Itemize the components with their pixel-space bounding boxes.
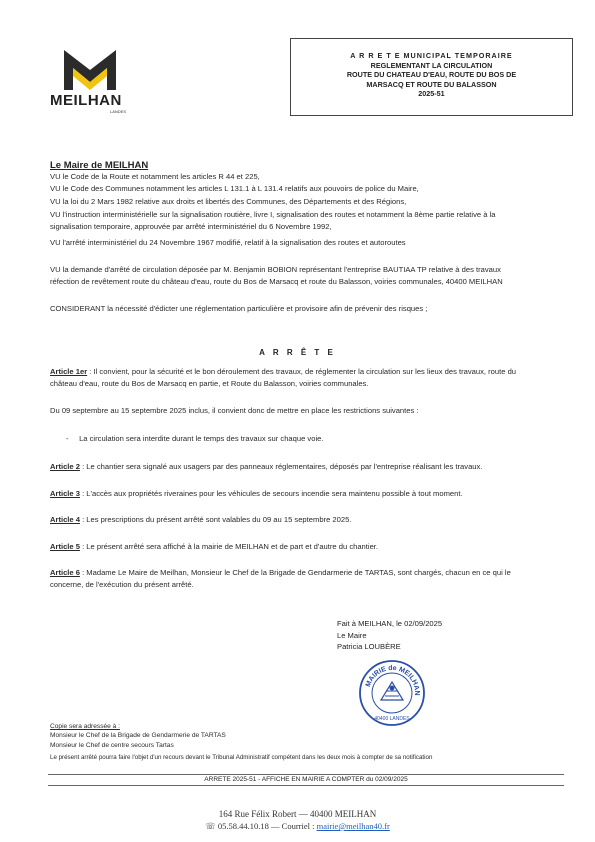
article-6-cont: concerne, de l'exécution du présent arrêté. xyxy=(50,580,194,589)
vu-line: VU la loi du 2 Mars 1982 relative aux droits et libertés des Communes, des Départements et des Régions, xyxy=(50,197,407,206)
footer-contact xyxy=(0,820,595,832)
arrete-heading: A R R Ê T E xyxy=(259,348,336,357)
logo-subtext: LANDES xyxy=(110,109,127,114)
title-line: REGLEMENTANT LA CIRCULATION xyxy=(370,60,493,70)
footer-phone: ☏ 05.58.44.10.18 — Courriel : xyxy=(205,821,317,831)
article-5-text: : Le présent arrêté sera affiché à la mairie de MEILHAN et de part et d'autre du chantier. xyxy=(79,542,379,551)
article-4 xyxy=(50,515,351,525)
copy-line: Monsieur le Chef de la Brigade de Gendarmerie de TARTAS xyxy=(50,732,226,739)
copy-line: Monsieur le Chef de centre secours Tartas xyxy=(50,742,174,749)
article-1 xyxy=(50,367,516,377)
meilhan-logo xyxy=(48,46,140,116)
bullet-dash: - xyxy=(66,434,80,443)
logo-text: MEILHAN xyxy=(50,92,122,109)
signatory-role: Le Maire xyxy=(337,630,367,640)
article-6-label: Article 6 xyxy=(50,568,80,577)
official-stamp xyxy=(357,658,427,728)
posting-notice: ARRETE 2025-51 - AFFICHE EN MAIRIE A COMPTER du 02/09/2025 xyxy=(48,774,564,786)
article-3-label: Article 3 xyxy=(50,489,80,498)
article-3 xyxy=(50,489,463,499)
svg-text:MAIRIE de MEILHAN: MAIRIE de MEILHAN xyxy=(364,664,421,696)
request-line: réfection de revêtement route du château d'eau, route du Bos de Marsacq et route du Balasson, voiries communales, 40400 MEILHAN xyxy=(50,277,503,286)
considering-line: CONSIDERANT la nécessité d'édicter une réglementation particulière et provisoire afin de prévenir des risques ; xyxy=(50,304,428,313)
vu-line: VU le Code des Communes notamment les articles L 131.1 à L 131.4 relatifs aux pouvoirs de police du Maire, xyxy=(50,184,419,193)
article-3-text: : L'accès aux propriétés riveraines pour les véhicules de secours incendie sera maintenu possible à tout moment. xyxy=(79,489,463,498)
signature-block xyxy=(337,618,442,653)
appeal-notice: Le présent arrêté pourra faire l'objet d'un recours devant le Tribunal Administratif compétent dans les deux mois à compter de sa notification xyxy=(50,754,433,761)
article-5 xyxy=(50,542,378,552)
article-2-label: Article 2 xyxy=(50,462,80,471)
article-1-cont: château d'eau, route du Bos de Marsacq en partie, et Route du Balasson, voiries communales. xyxy=(50,379,369,388)
logo-m-icon xyxy=(62,46,118,92)
mayor-heading: Le Maire de MEILHAN xyxy=(50,160,149,171)
footer-email-link[interactable]: mairie@meilhan40.fr xyxy=(316,821,390,831)
signatory-name: Patricia LOUBÈRE xyxy=(337,642,401,651)
vu-line: signalisation temporaire, approuvée par arrêté interministériel du 6 Novembre 1992, xyxy=(50,222,332,231)
stamp-seal-icon xyxy=(357,658,427,728)
copy-header: Copie sera adressée à : xyxy=(50,723,121,730)
decree-number: 2025-51 xyxy=(418,89,445,99)
article-2 xyxy=(50,462,482,472)
request-line: VU la demande d'arrêté de circulation déposée par M. Benjamin BOBION représentant l'entreprise BAUTIAA TP relative à des travaux xyxy=(50,265,501,274)
article-1-text: : Il convient, pour la sécurité et le bon déroulement des travaux, de réglementer la circulation sur les lieux des travaux, route du xyxy=(87,367,517,376)
svg-text:40400 LANDES: 40400 LANDES xyxy=(374,716,410,722)
title-line: MARSACQ ET ROUTE DU BALASSON xyxy=(366,79,497,89)
title-line: A R R E T E MUNICIPAL TEMPORAIRE xyxy=(350,51,513,60)
vu-line: VU l'instruction interministérielle sur la signalisation routière, livre I, signalisation des routes et notamment la 8ème partie relative à la xyxy=(50,210,496,219)
article-1-label: Article 1er xyxy=(50,367,88,376)
article-2-text: : Le chantier sera signalé aux usagers par des panneaux réglementaires, déposés par l'entreprise réalisant les travaux. xyxy=(79,462,483,471)
footer-address: 164 Rue Félix Robert — 40400 MEILHAN xyxy=(218,809,377,819)
bullet-text: La circulation sera interdite durant le temps des travaux sur chaque voie. xyxy=(79,434,324,443)
article-5-label: Article 5 xyxy=(50,542,80,551)
footer xyxy=(0,808,595,832)
period-text: Du 09 septembre au 15 septembre 2025 inclus, il convient donc de mettre en place les restrictions suivantes : xyxy=(50,406,419,415)
article-4-text: : Les prescriptions du présent arrêté sont valables du 09 au 15 septembre 2025. xyxy=(79,515,352,524)
bullet-item xyxy=(66,434,323,444)
article-6-text: : Madame Le Maire de Meilhan, Monsieur le Chef de la Brigade de Gendarmerie de TARTAS, sont chargés, chacun en ce qui le xyxy=(79,568,511,577)
vu-line: VU le Code de la Route et notamment les articles R 44 et 225, xyxy=(50,172,260,181)
place-date: Fait à MEILHAN, le 02/09/2025 xyxy=(337,619,443,628)
article-4-label: Article 4 xyxy=(50,515,80,524)
decree-title-box xyxy=(290,38,573,116)
article-6 xyxy=(50,568,511,578)
vu-line: VU l'arrêté interministériel du 24 Novembre 1967 modifié, relatif à la signalisation des routes et autoroutes xyxy=(50,238,406,247)
title-line: ROUTE DU CHATEAU D'EAU, ROUTE DU BOS DE xyxy=(346,70,517,80)
